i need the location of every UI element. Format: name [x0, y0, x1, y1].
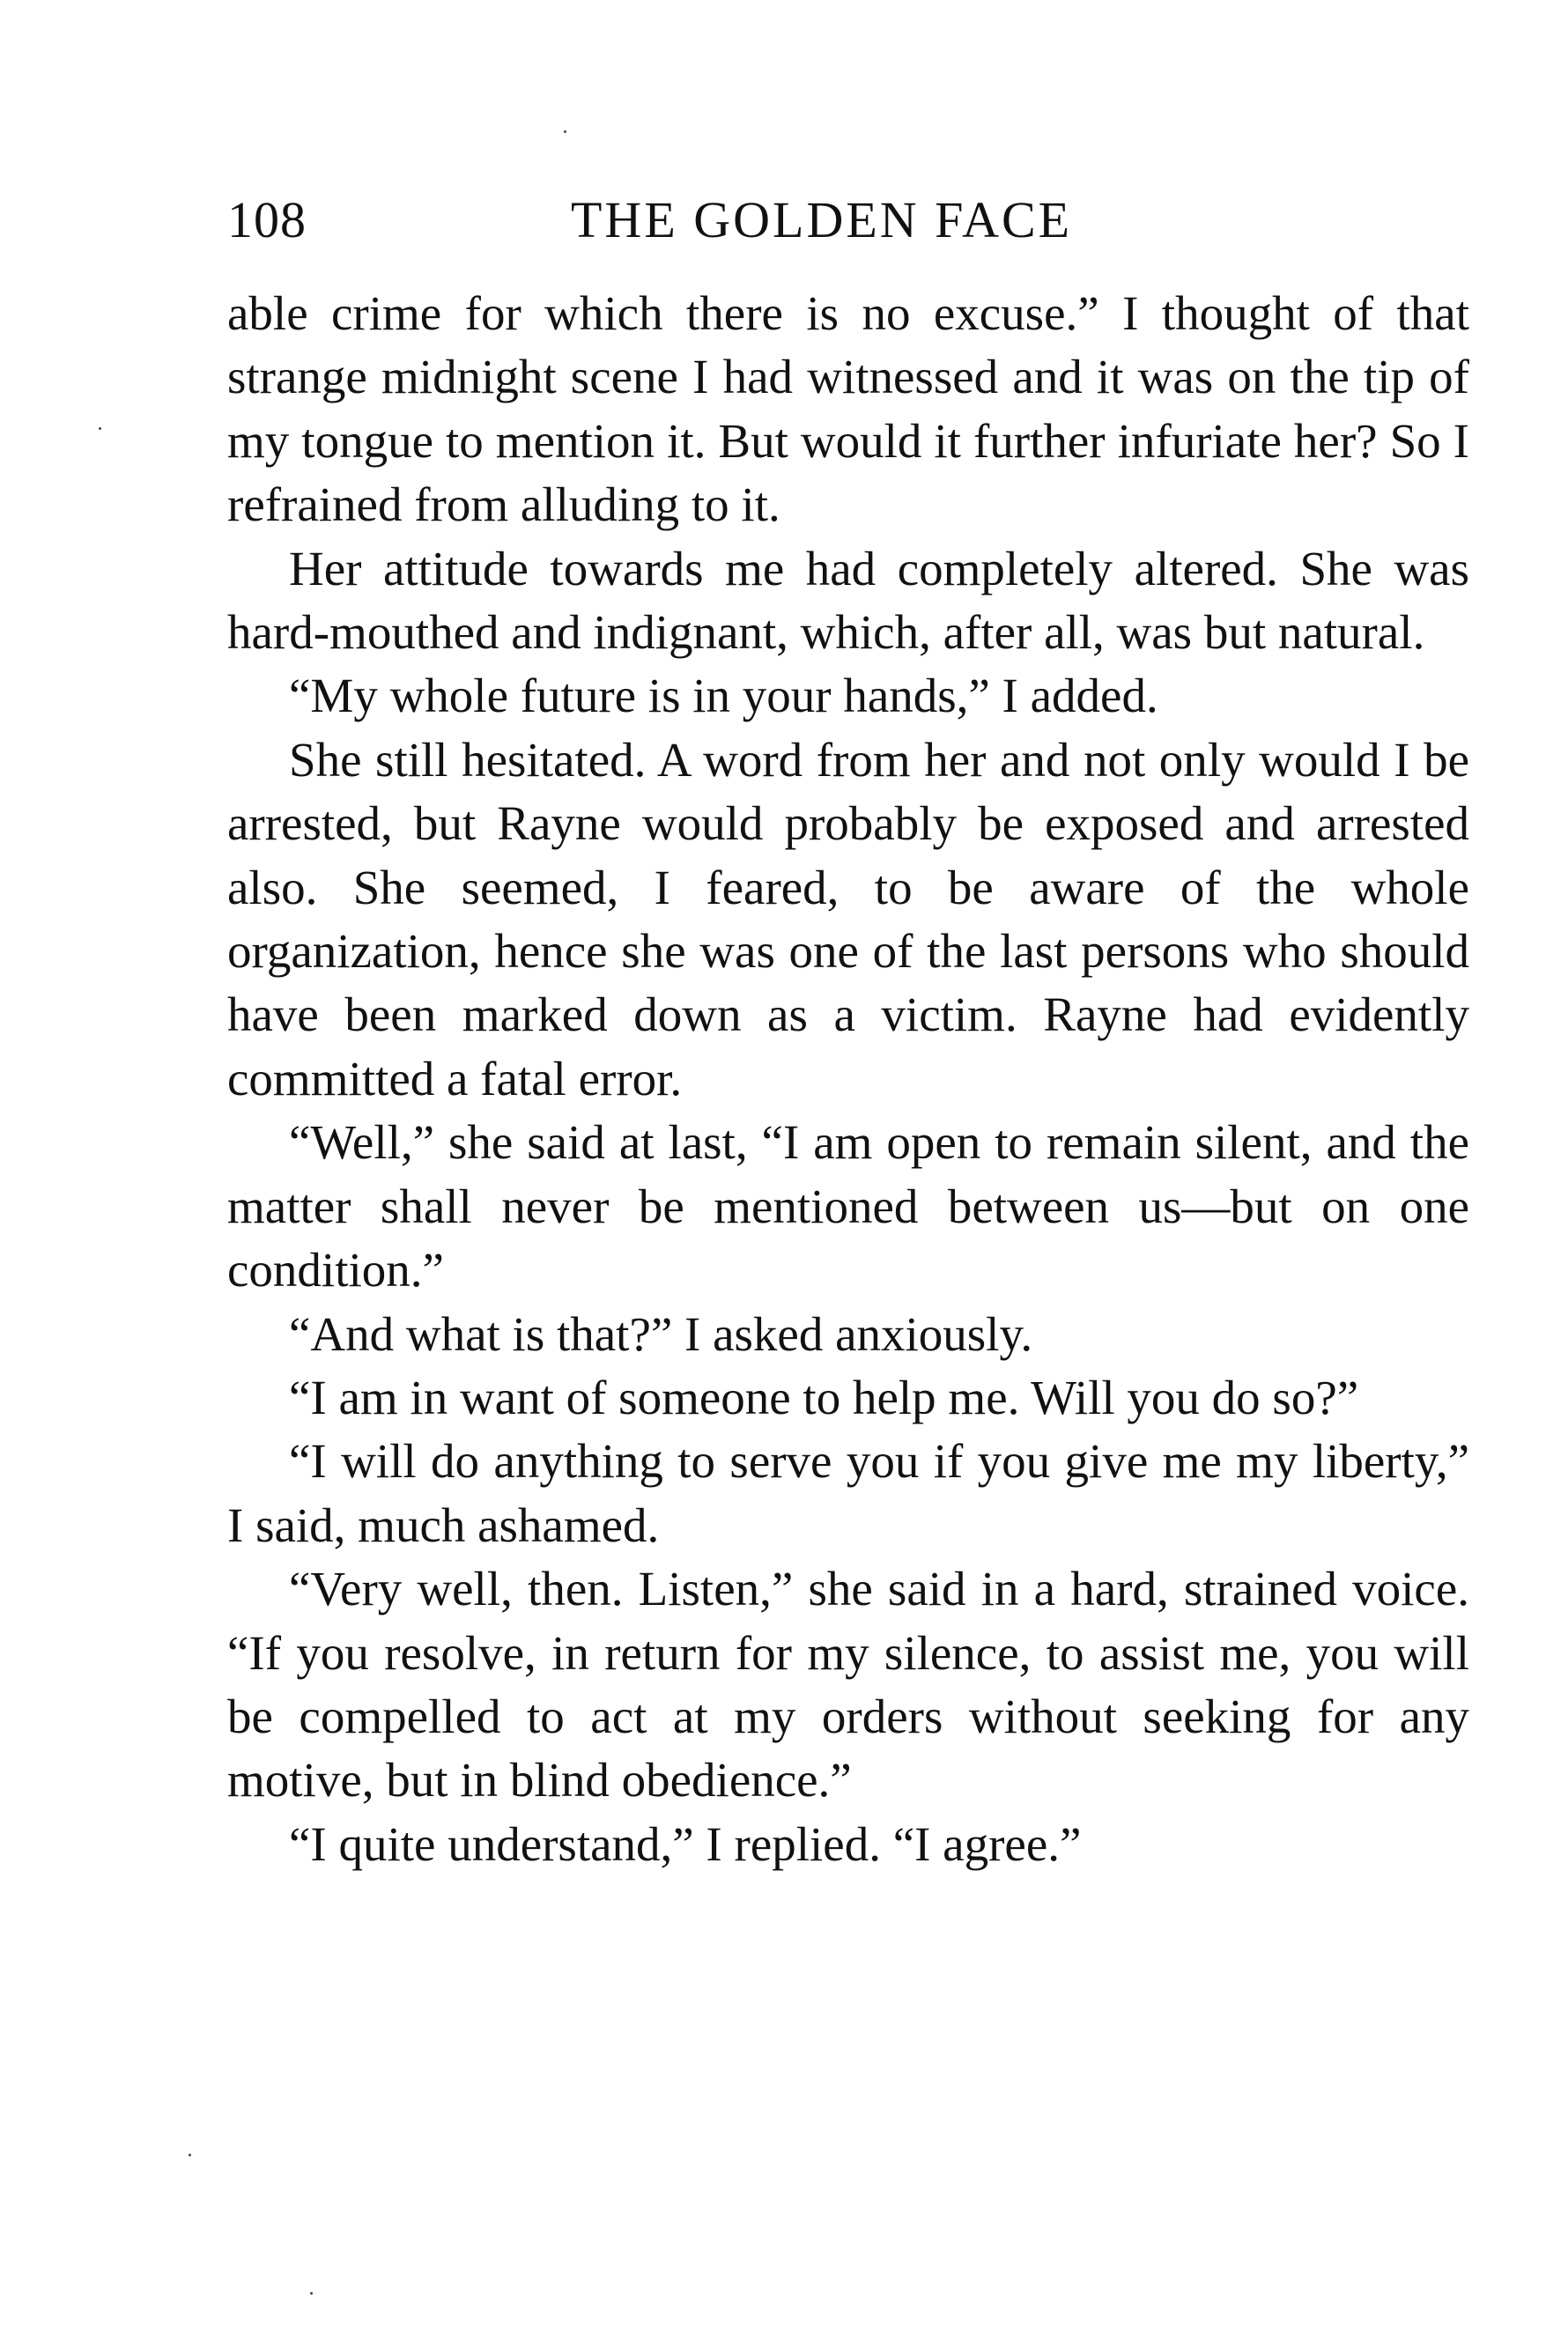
book-title: THE GOLDEN FACE: [571, 191, 1073, 248]
scan-speck: [99, 427, 101, 430]
body-text: [227, 282, 1469, 1876]
scan-speck: [564, 130, 566, 133]
paragraph: “Well,” she said at last, “I am open to remain silent, and the matter shall never be mentioned between us—but on one condition.”: [227, 1115, 1469, 1298]
paragraph: “My whole future is in your hands,” I added.: [289, 669, 1158, 723]
paragraph: Her attitude towards me had completely altered. She was hard-mouthed and indignant, which, after all, was but natural.: [227, 541, 1469, 660]
paragraph: “I am in want of someone to help me. Will you do so?”: [289, 1370, 1359, 1424]
paragraph: “And what is that?” I asked anxiously.: [289, 1306, 1033, 1361]
paragraph: able crime for which there is no excuse.” I thought of that strange midnight scene I had witnessed and it was on the tip of my tongue to mention it. But would it further infuriate her? So I refrained from alluding to it.: [227, 286, 1469, 532]
scan-speck: [310, 2292, 313, 2295]
paragraph: She still hesitated. A word from her and not only would I be arrested, but Rayne would probably be exposed and arrested also. She seemed, I feared, to be aware of the whole organization, hence she was one of the last persons who should have been marked down as a victim. Rayne had evidently committed a fatal error.: [227, 732, 1469, 1105]
paragraph: “Very well, then. Listen,” she said in a hard, strained voice. “If you resolve, in return for my silence, to assist me, you will be compelled to act at my orders without seeking for any motive, but in blind obedience.”: [227, 1562, 1469, 1808]
running-head: [227, 185, 1469, 255]
paragraph: “I will do anything to serve you if you give me my liberty,” I said, much ashamed.: [227, 1434, 1469, 1552]
paragraph: “I quite understand,” I replied. “I agree.”: [289, 1816, 1082, 1871]
page-number: 108: [227, 191, 307, 248]
scan-speck: [189, 2154, 191, 2156]
